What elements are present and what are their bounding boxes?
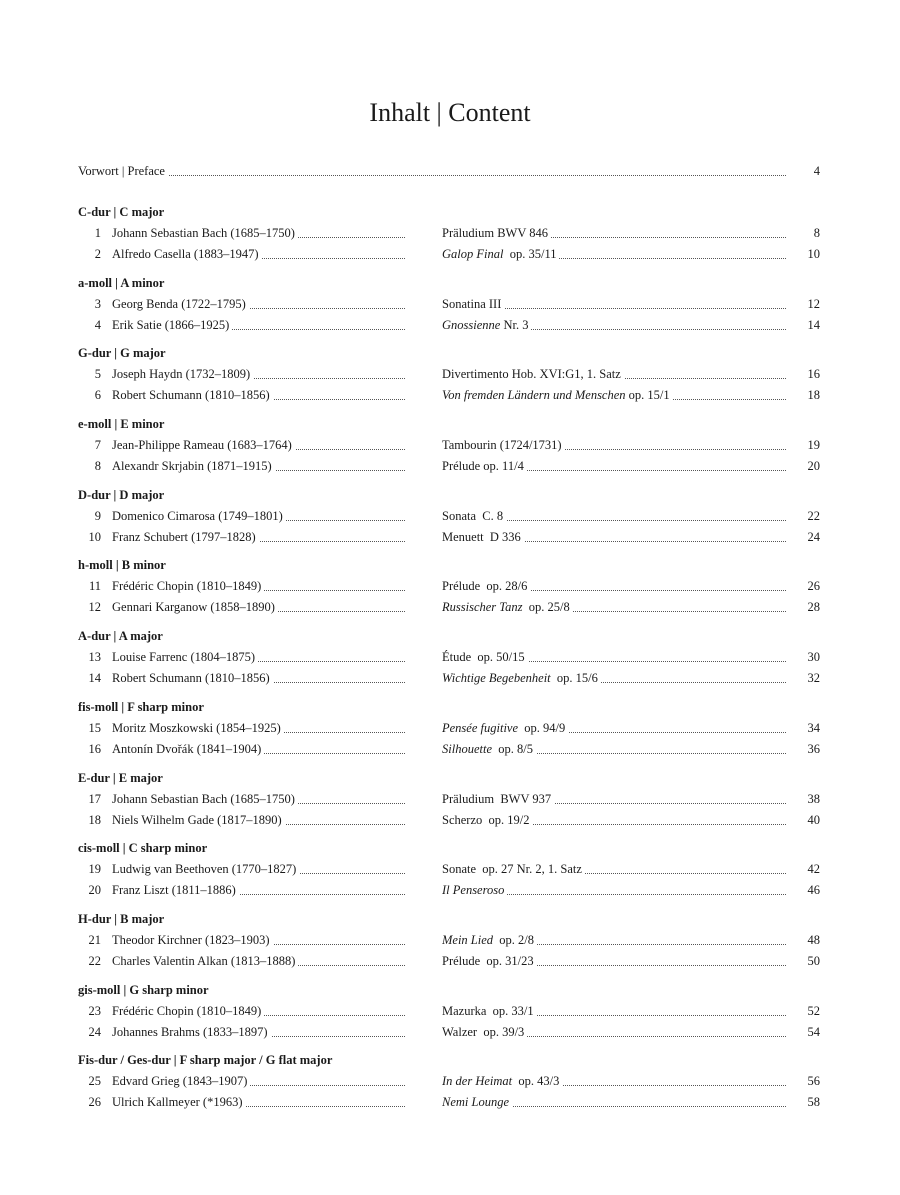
work-title — [442, 1025, 527, 1039]
toc-entry[interactable] — [78, 364, 820, 385]
work-title-part: Prélude op. 31/23 — [442, 953, 534, 968]
toc-entry[interactable] — [78, 527, 820, 548]
work-area — [442, 668, 786, 689]
page-number: 42 — [807, 862, 820, 877]
entry-number: 1 — [94, 226, 101, 240]
toc-entry[interactable] — [78, 739, 820, 760]
work-area — [442, 951, 786, 972]
page-number: 18 — [807, 388, 820, 403]
section-heading: Fis-dur / Ges-dur | F sharp major / G flat major — [78, 1053, 333, 1068]
toc-entry[interactable] — [78, 597, 820, 618]
composer-name: Theodor Kirchner (1823–1903) — [112, 933, 273, 947]
section-heading: E-dur | E major — [78, 770, 163, 785]
work-area — [442, 647, 786, 668]
toc-entry[interactable] — [78, 1001, 820, 1022]
work-title — [442, 933, 537, 947]
work-title-part: op. 43/3 — [512, 1074, 560, 1089]
section-heading: cis-moll | C sharp minor — [78, 841, 208, 856]
toc-section — [78, 838, 820, 901]
composer-area — [112, 294, 409, 315]
composer-name: Ludwig van Beethoven (1770–1827) — [112, 862, 299, 876]
work-area — [442, 506, 786, 527]
work-title-part: op. 35/11 — [503, 247, 557, 261]
composer-area — [112, 223, 409, 244]
page-number: 46 — [807, 883, 820, 898]
work-title-italic: Il Penseroso — [442, 883, 505, 898]
page-number: 56 — [807, 1074, 820, 1089]
work-area — [442, 597, 786, 618]
composer-area — [112, 930, 409, 951]
toc-entry[interactable] — [78, 315, 820, 336]
preface-entry[interactable] — [78, 161, 820, 183]
work-area — [442, 789, 786, 810]
entry-number: 13 — [88, 650, 101, 665]
work-title — [442, 862, 585, 876]
toc-section — [78, 980, 820, 1043]
toc-entry[interactable] — [78, 506, 820, 527]
work-title-part: Sonata C. 8 — [442, 508, 504, 523]
composer-name: Jean-Philippe Rameau (1683–1764) — [112, 438, 295, 452]
composer-name: Domenico Cimarosa (1749–1801) — [112, 509, 286, 523]
toc-entry[interactable] — [78, 810, 820, 831]
page-number: 36 — [807, 741, 820, 756]
page-number: 20 — [807, 459, 820, 474]
composer-name: Franz Schubert (1797–1828) — [112, 530, 259, 544]
preface-page-number: 4 — [813, 164, 820, 178]
toc-entry[interactable] — [78, 880, 820, 901]
composer-name: Moritz Moszkowski (1854–1925) — [112, 721, 284, 735]
entry-number: 3 — [94, 296, 101, 311]
toc-entry[interactable] — [78, 576, 820, 597]
work-title-part: Präludium BWV 846 — [442, 226, 549, 240]
entry-number: 8 — [94, 459, 101, 474]
work-title-part: Präludium BWV 937 — [442, 791, 552, 806]
composer-area — [112, 668, 409, 689]
work-area — [442, 527, 786, 548]
work-title — [442, 367, 624, 381]
toc-section — [78, 626, 820, 689]
entry-number: 7 — [94, 438, 101, 453]
work-area — [442, 739, 786, 760]
page-number: 32 — [807, 671, 820, 686]
work-title — [442, 671, 601, 685]
section-heading: D-dur | D major — [78, 487, 165, 502]
work-area — [442, 576, 786, 597]
composer-area — [112, 364, 409, 385]
toc-entry[interactable] — [78, 859, 820, 880]
composer-area — [112, 810, 409, 831]
composer-area — [112, 597, 409, 618]
work-title-italic: In der Heimat — [442, 1074, 513, 1089]
page-number: 16 — [807, 367, 820, 382]
work-area — [442, 1022, 786, 1043]
composer-name: Johann Sebastian Bach (1685–1750) — [112, 226, 298, 240]
entry-number: 22 — [88, 953, 101, 968]
section-heading: gis-moll | G sharp minor — [78, 982, 209, 997]
composer-name: Niels Wilhelm Gade (1817–1890) — [112, 813, 285, 827]
work-title-part: op. 15/6 — [550, 671, 598, 686]
toc-entry[interactable] — [78, 223, 820, 244]
work-area — [442, 435, 786, 456]
work-title-part: op. 15/1 — [625, 388, 670, 403]
entry-number: 12 — [88, 600, 101, 615]
entry-number: 18 — [88, 812, 101, 827]
composer-name: Gennari Karganow (1858–1890) — [112, 600, 278, 614]
composer-name: Antonín Dvořák (1841–1904) — [112, 742, 264, 756]
work-title-part: op. 94/9 — [518, 720, 566, 735]
composer-area — [112, 244, 409, 265]
composer-area — [112, 859, 409, 880]
composer-area — [112, 718, 409, 739]
entry-number: 10 — [88, 529, 101, 544]
toc-section — [78, 697, 820, 760]
work-title — [442, 226, 551, 240]
composer-name: Robert Schumann (1810–1856) — [112, 671, 273, 685]
work-area — [442, 880, 786, 901]
composer-name: Ulrich Kallmeyer (*1963) — [112, 1095, 246, 1109]
composer-name: Alexandr Skrjabin (1871–1915) — [112, 459, 275, 473]
composer-area — [112, 1092, 409, 1113]
page-number: 48 — [807, 932, 820, 947]
work-title — [442, 318, 531, 332]
toc-section — [78, 1050, 820, 1113]
toc-entry[interactable] — [78, 789, 820, 810]
preface-leader-area — [78, 161, 786, 182]
composer-area — [112, 880, 409, 901]
work-title-part: Tambourin (1724/1731) — [442, 438, 562, 453]
entry-number: 21 — [88, 932, 101, 947]
work-title — [442, 650, 528, 664]
toc-entry[interactable] — [78, 647, 820, 668]
entry-number: 9 — [94, 508, 101, 523]
work-title — [442, 247, 559, 261]
entry-number: 2 — [94, 247, 101, 261]
composer-area — [112, 506, 409, 527]
work-area — [442, 810, 786, 831]
page-number: 38 — [807, 791, 820, 806]
work-title-part: op. 8/5 — [492, 741, 533, 756]
entry-number: 4 — [94, 317, 101, 332]
toc-entry[interactable] — [78, 385, 820, 406]
work-title-italic: Galop Final — [442, 247, 504, 261]
section-heading: h-moll | B minor — [78, 558, 166, 573]
work-title-part: op. 2/8 — [493, 932, 535, 947]
page-number: 52 — [807, 1003, 820, 1018]
composer-area — [112, 385, 409, 406]
toc-entry[interactable] — [78, 244, 820, 265]
composer-name: Erik Satie (1866–1925) — [112, 318, 232, 332]
toc-entry[interactable] — [78, 668, 820, 689]
section-heading: fis-moll | F sharp minor — [78, 699, 204, 714]
work-title-italic: Russischer Tanz — [442, 600, 523, 615]
toc-entry[interactable] — [78, 1071, 820, 1092]
work-area — [442, 1092, 786, 1113]
work-title-italic: Nemi Lounge — [442, 1095, 510, 1110]
composer-area — [112, 1022, 409, 1043]
work-title-part: Nr. 3 — [500, 317, 529, 332]
composer-area — [112, 1071, 409, 1092]
toc-entry[interactable] — [78, 456, 820, 477]
page-title: Inhalt | Content — [369, 98, 531, 127]
composer-name: Edvard Grieg (1843–1907) — [112, 1074, 250, 1088]
work-title — [442, 388, 673, 402]
toc-entry[interactable] — [78, 435, 820, 456]
page-number: 10 — [807, 247, 820, 261]
composer-name: Frédéric Chopin (1810–1849) — [112, 1004, 264, 1018]
composer-name: Johann Sebastian Bach (1685–1750) — [112, 792, 298, 806]
work-title-part: op. 25/8 — [522, 600, 570, 615]
page-number: 14 — [807, 317, 820, 332]
work-title — [442, 509, 506, 523]
composer-name: Georg Benda (1722–1795) — [112, 297, 249, 311]
composer-area — [112, 789, 409, 810]
section-heading: H-dur | B major — [78, 911, 165, 926]
section-heading: A-dur | A major — [78, 629, 163, 644]
entry-number: 26 — [88, 1095, 101, 1110]
section-heading: G-dur | G major — [78, 346, 166, 361]
work-title-italic: Mein Lied — [442, 932, 494, 947]
entry-number: 23 — [88, 1003, 101, 1018]
work-area — [442, 930, 786, 951]
work-area — [442, 456, 786, 477]
work-area — [442, 385, 786, 406]
composer-name: Robert Schumann (1810–1856) — [112, 388, 273, 402]
entry-number: 5 — [94, 367, 101, 382]
work-area — [442, 315, 786, 336]
table-of-contents — [78, 161, 820, 1121]
work-title-part: Scherzo op. 19/2 — [442, 812, 530, 827]
composer-name: Johannes Brahms (1833–1897) — [112, 1025, 271, 1039]
work-title-italic: Pensée fugitive — [442, 720, 519, 735]
work-title-part: Mazurka op. 33/1 — [442, 1003, 534, 1018]
preface-label: Vorwort | Preface — [78, 164, 168, 178]
toc-section — [78, 414, 820, 477]
entry-number: 24 — [88, 1024, 101, 1039]
work-area — [442, 244, 786, 265]
composer-area — [112, 527, 409, 548]
work-title — [442, 297, 504, 311]
work-title — [442, 530, 524, 544]
composer-area — [112, 435, 409, 456]
work-title — [442, 883, 507, 897]
toc-section — [78, 202, 820, 265]
section-heading: e-moll | E minor — [78, 417, 165, 432]
entry-number: 14 — [88, 671, 101, 686]
composer-name: Charles Valentin Alkan (1813–1888) — [112, 954, 298, 968]
page-number: 19 — [807, 438, 820, 453]
composer-area — [112, 315, 409, 336]
work-title — [442, 600, 573, 614]
work-area — [442, 364, 786, 385]
work-title-part: Divertimento Hob. XVI:G1, 1. Satz — [442, 367, 621, 382]
section-heading: a-moll | A minor — [78, 275, 165, 290]
toc-section — [78, 555, 820, 618]
entry-number: 20 — [88, 883, 101, 898]
composer-area — [112, 951, 409, 972]
composer-name: Franz Liszt (1811–1886) — [112, 883, 239, 897]
work-title — [442, 1095, 512, 1109]
page-number: 58 — [807, 1095, 820, 1110]
composer-area — [112, 739, 409, 760]
toc-entry[interactable] — [78, 1022, 820, 1043]
toc-section — [78, 909, 820, 972]
page-number: 24 — [807, 529, 820, 544]
composer-area — [112, 576, 409, 597]
page-number: 8 — [813, 226, 820, 240]
work-title — [442, 721, 568, 735]
work-title — [442, 792, 554, 806]
composer-name: Frédéric Chopin (1810–1849) — [112, 579, 264, 593]
page-number: 26 — [807, 579, 820, 594]
toc-entry[interactable] — [78, 930, 820, 951]
composer-area — [112, 647, 409, 668]
work-area — [442, 294, 786, 315]
work-title-italic: Von fremden Ländern und Menschen — [442, 388, 626, 403]
toc-entry[interactable] — [78, 294, 820, 315]
entry-number: 19 — [88, 862, 101, 877]
work-title — [442, 459, 527, 473]
work-title — [442, 742, 536, 756]
composer-area — [112, 1001, 409, 1022]
page-number: 12 — [807, 296, 820, 311]
toc-section — [78, 273, 820, 336]
work-area — [442, 1001, 786, 1022]
page-number: 22 — [807, 508, 820, 523]
page-number: 34 — [807, 720, 820, 735]
toc-entry[interactable] — [78, 951, 820, 972]
toc-entry[interactable] — [78, 1092, 820, 1113]
work-title-italic: Silhouette — [442, 741, 492, 756]
work-area — [442, 718, 786, 739]
dot-leader — [78, 175, 786, 176]
page-number: 28 — [807, 600, 820, 615]
work-title — [442, 438, 565, 452]
work-title-part: Sonate op. 27 Nr. 2, 1. Satz — [442, 862, 582, 877]
work-title — [442, 954, 537, 968]
work-area — [442, 859, 786, 880]
work-title — [442, 579, 530, 593]
entry-number: 17 — [88, 791, 101, 806]
page-number: 40 — [807, 812, 820, 827]
page-number: 54 — [807, 1024, 820, 1039]
work-area — [442, 1071, 786, 1092]
work-title — [442, 1004, 537, 1018]
toc-entry[interactable] — [78, 718, 820, 739]
composer-name: Joseph Haydn (1732–1809) — [112, 367, 253, 381]
composer-name: Louise Farrenc (1804–1875) — [112, 650, 258, 664]
work-area — [442, 223, 786, 244]
work-title — [442, 1074, 562, 1088]
work-title-italic: Wichtige Begebenheit — [442, 671, 551, 686]
page-number: 50 — [807, 953, 820, 968]
entry-number: 15 — [88, 720, 101, 735]
work-title — [442, 813, 532, 827]
toc-section — [78, 343, 820, 406]
entry-number: 6 — [94, 388, 101, 403]
toc-section — [78, 485, 820, 548]
work-title-part: Menuett D 336 — [442, 529, 521, 544]
composer-name: Alfredo Casella (1883–1947) — [112, 247, 262, 261]
work-title-part: Sonatina III — [442, 296, 502, 311]
entry-number: 16 — [88, 741, 101, 756]
toc-section — [78, 768, 820, 831]
work-title-part: Prélude op. 11/4 — [442, 459, 524, 474]
work-title-part: Étude op. 50/15 — [442, 650, 525, 665]
page-number: 30 — [807, 650, 820, 665]
composer-area — [112, 456, 409, 477]
work-title-italic: Gnossienne — [442, 317, 501, 332]
entry-number: 25 — [88, 1074, 101, 1089]
work-title-part: Walzer op. 39/3 — [442, 1024, 525, 1039]
work-title-part: Prélude op. 28/6 — [442, 579, 528, 594]
section-heading: C-dur | C major — [78, 205, 165, 219]
entry-number: 11 — [88, 579, 101, 594]
